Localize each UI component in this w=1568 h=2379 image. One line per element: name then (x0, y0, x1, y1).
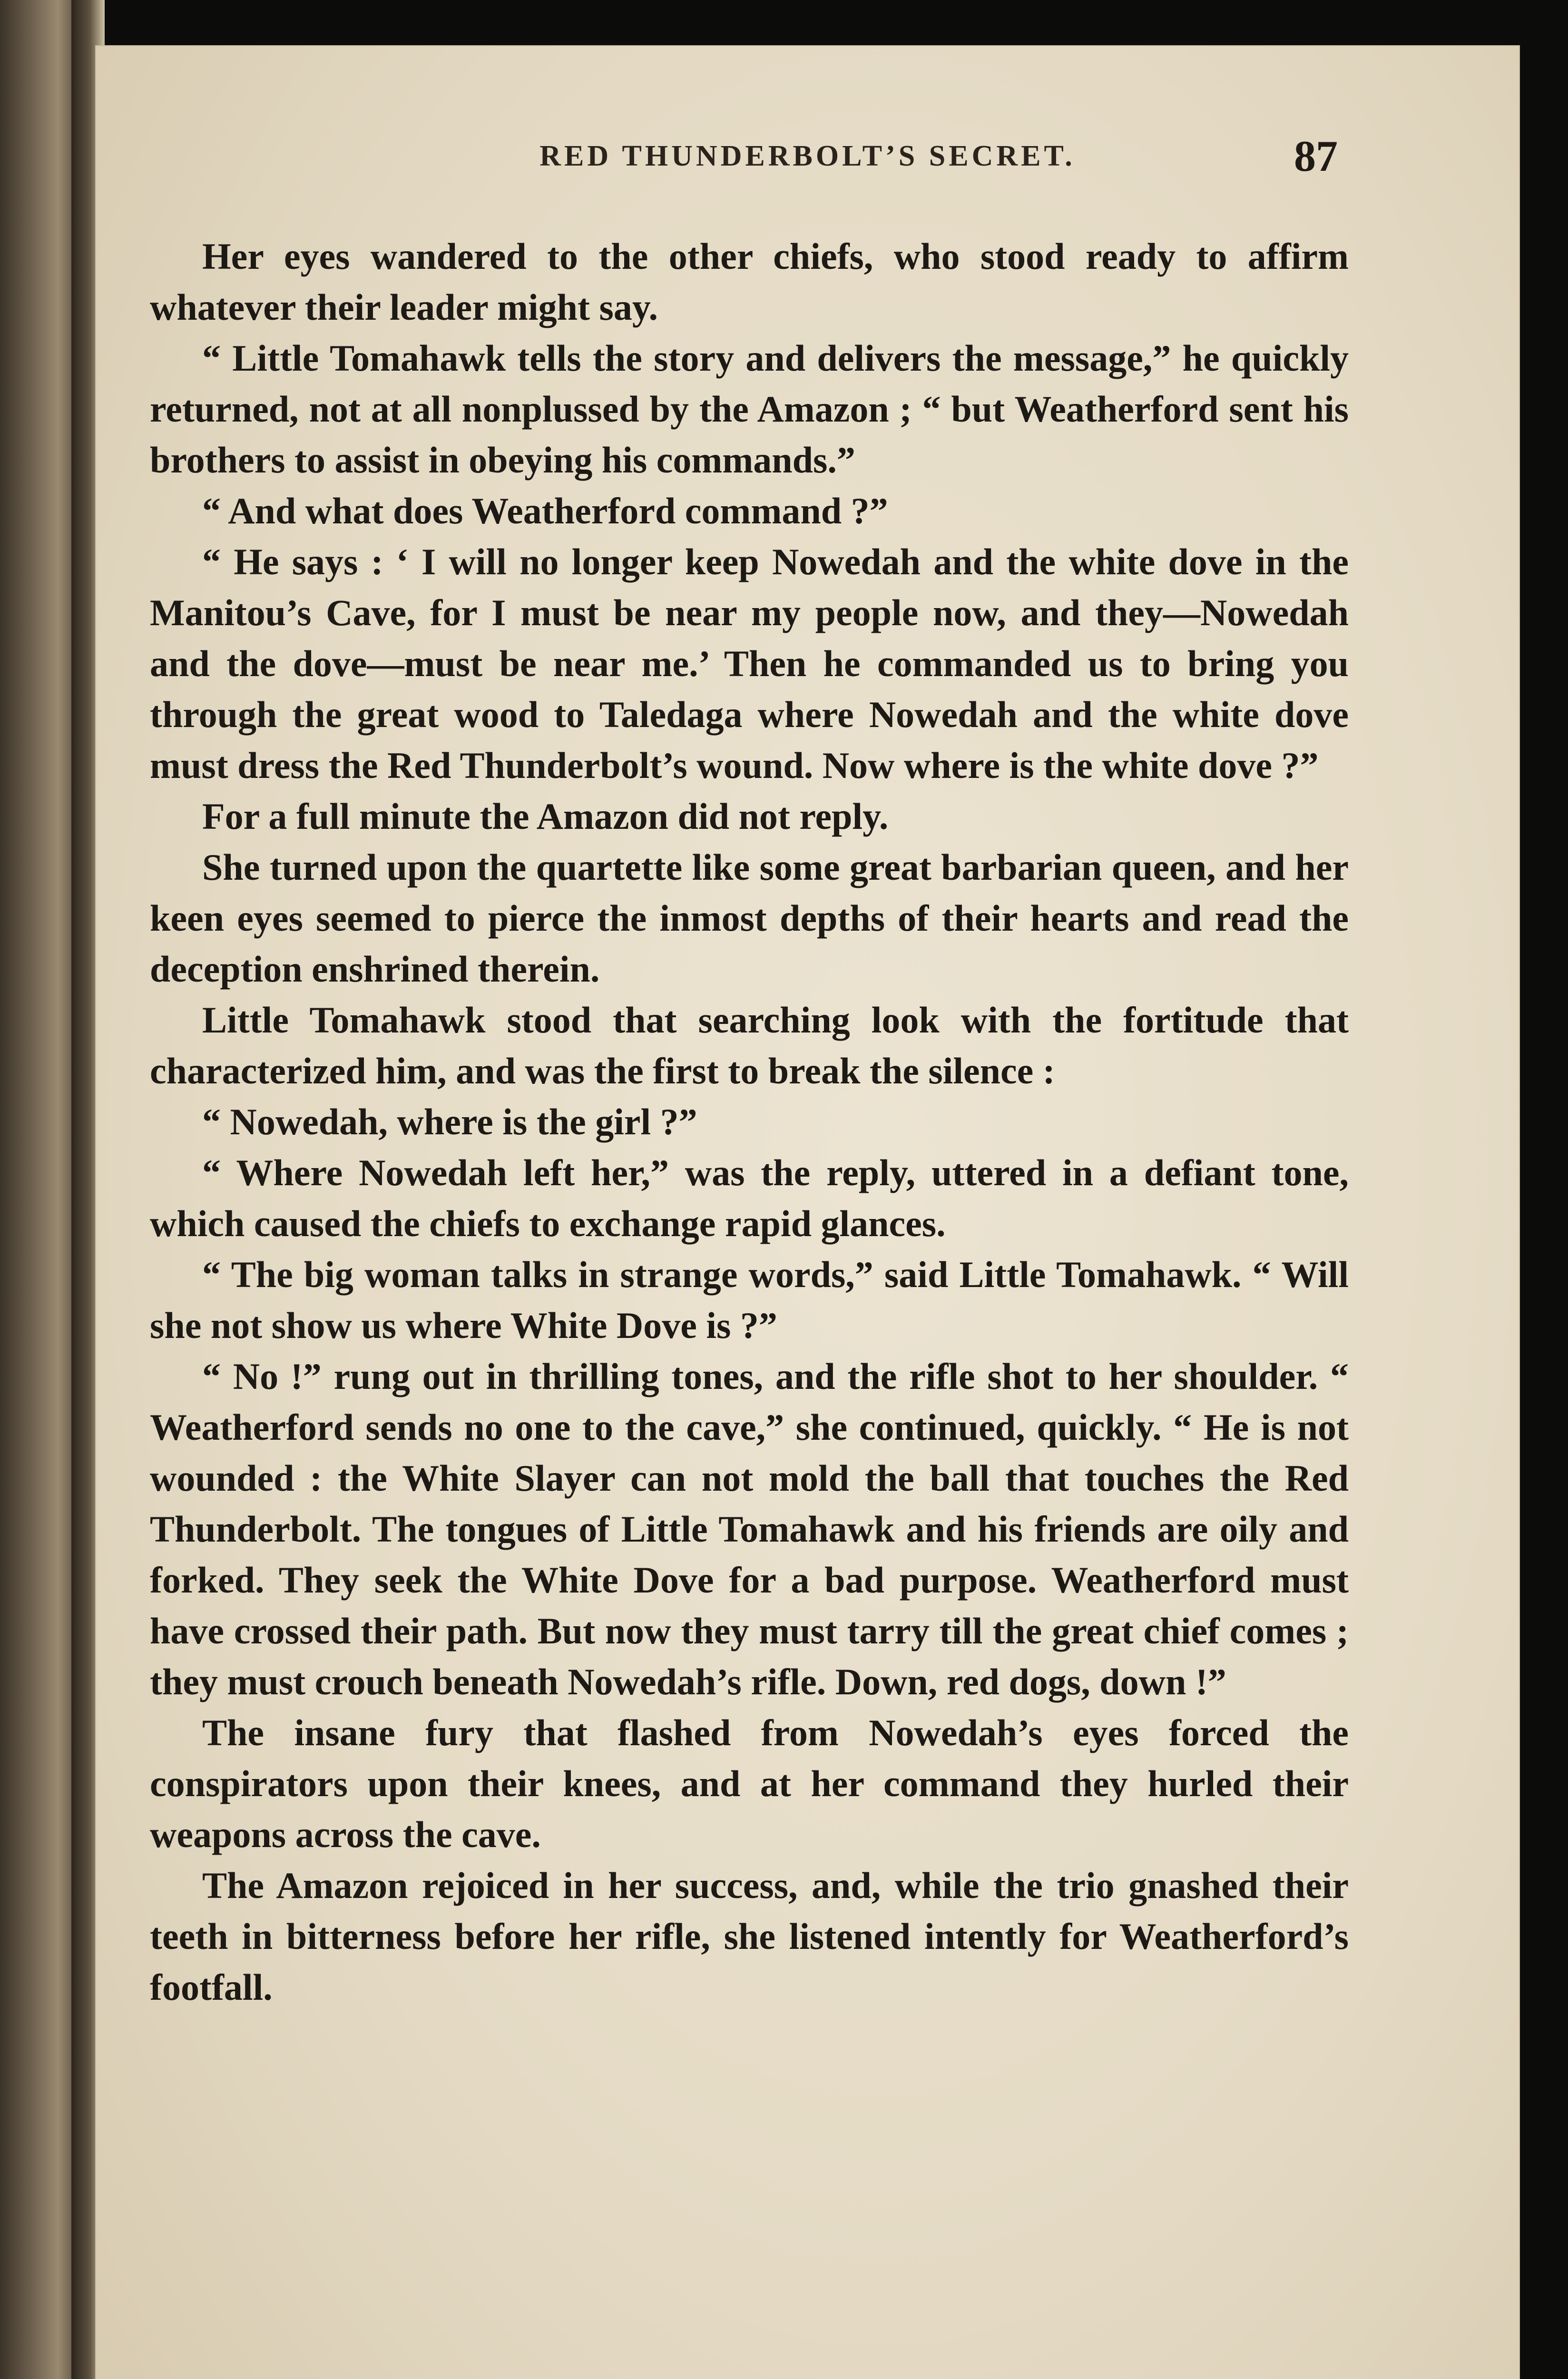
running-title: RED THUNDERBOLT’S SECRET. (539, 140, 1076, 172)
paragraph: “ And what does Weatherford command ?” (202, 490, 888, 531)
paragraph: “ Little Tomahawk tells the story and delivers the message,” he quickly returned, not at all nonplussed by the Amazon ; “ but Weatherford sent his brothers to assist in obeying his commands.” (150, 337, 1349, 481)
paragraph: “ Nowedah, where is the girl ?” (202, 1101, 697, 1142)
paragraph: “ Where Nowedah left her,” was the reply, uttered in a defiant tone, which caused the chiefs to exchange rapid glances. (150, 1152, 1349, 1244)
paragraph: “ The big woman talks in strange words,” said Little Tomahawk. “ Will she not show us where White Dove is ?” (150, 1254, 1349, 1346)
paragraph: “ He says : ‘ I will no longer keep Nowedah and the white dove in the Manitou’s Cave, for I must be near my people now, and they—Nowedah and the dove—must be near me.’ Then he commanded us to bring you through the great wood to Taledaga where Nowedah and the white dove must dress the Red Thunderbolt’s wound. Now where is the white dove ?” (150, 541, 1349, 786)
paragraph: “ No !” rung out in thrilling tones, and the rifle shot to her shoulder. “ Weatherford sends no one to the cave,” she continued, quickly. “ He is not wounded : the White Slayer can not mold the ball that touches the Red Thunderbolt. The tongues of Little Tomahawk and his friends are oily and forked. They seek the White Dove for a bad purpose. Weatherford must have crossed their path. But now they must tarry till the great chief comes ; they must crouch beneath Nowedah’s rifle. Down, red dogs, down !” (150, 1356, 1349, 1702)
paragraph: She turned upon the quartette like some great barbarian queen, and her keen eyes seemed to pierce the inmost depths of their hearts and read the deception enshrined therein. (150, 846, 1349, 990)
paragraph: Her eyes wandered to the other chiefs, who stood ready to affirm whatever their leader might say. (150, 236, 1349, 328)
running-head (95, 132, 1520, 187)
book-page (95, 45, 1520, 2379)
paragraph: Little Tomahawk stood that searching look with the fortitude that characterized him, and was the first to break the silence : (150, 999, 1349, 1091)
paragraph: The Amazon rejoiced in her success, and, while the trio gnashed their teeth in bitterness before her rifle, she listened intently for Weatherford’s footfall. (150, 1865, 1349, 2008)
paragraph: For a full minute the Amazon did not reply. (202, 796, 889, 837)
book-spine (0, 0, 83, 2379)
page-number: 87 (1294, 132, 1338, 180)
body-text (150, 231, 1349, 2013)
paragraph: The insane fury that flashed from Nowedah’s eyes forced the conspirators upon their knees, and at her command they hurled their weapons across the cave. (150, 1712, 1349, 1855)
